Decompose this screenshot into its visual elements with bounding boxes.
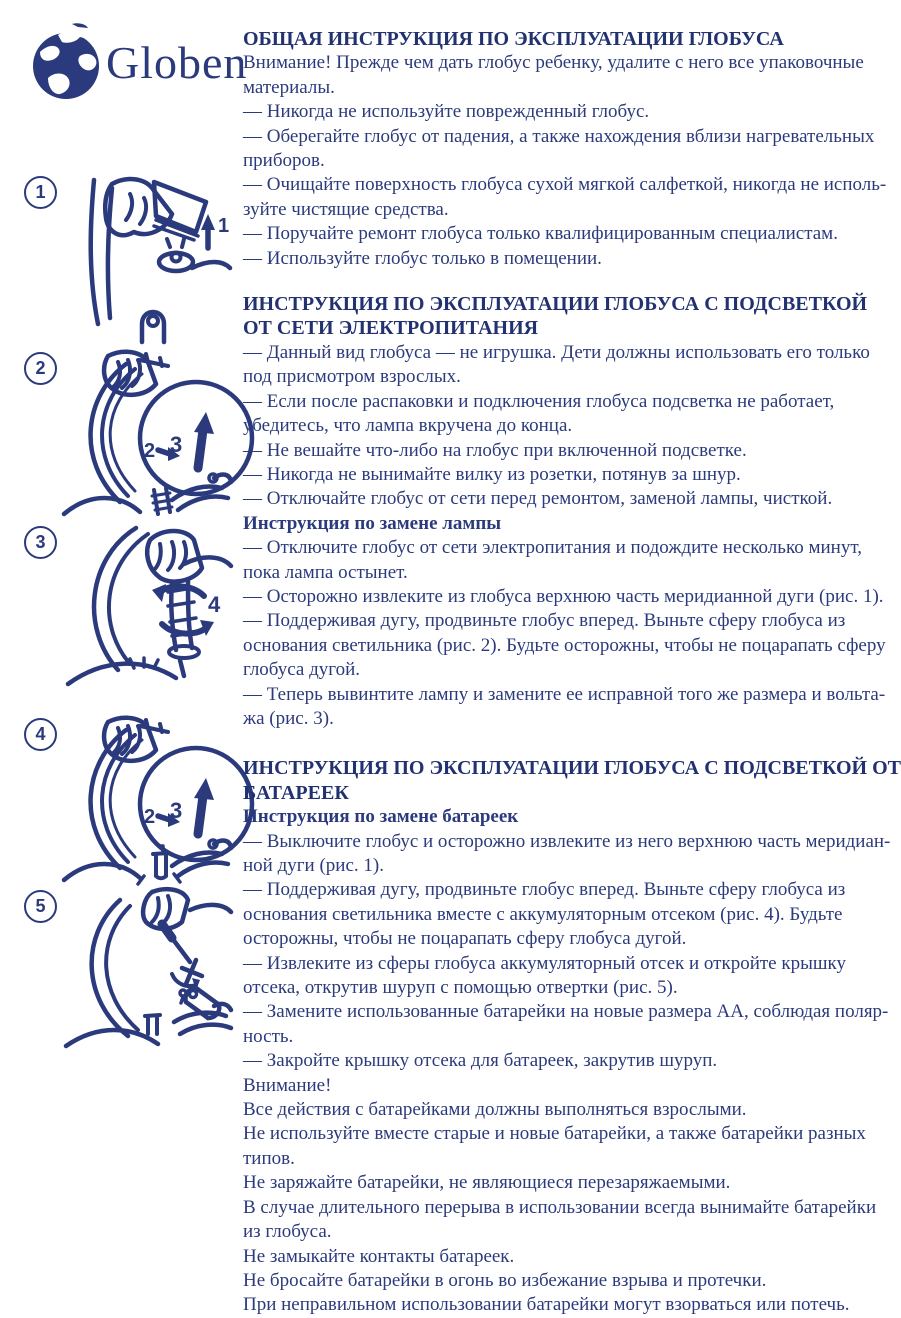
text-line: — Поддерживая дугу, продвиньте глобус вперед. Выньте сферу глобуса из (243, 879, 846, 901)
figure-5 (22, 888, 234, 1060)
figure-4-callout-3: 3 (170, 798, 183, 823)
figure-3-number: 3 (24, 526, 57, 559)
text-line: — Не вешайте что-либо на глобус при включенной подсветке. (243, 439, 747, 461)
figure-4-callout-2: 2 (144, 806, 156, 828)
section-2 (243, 292, 898, 731)
figure-2-callout-2: 2 (144, 440, 156, 462)
paragraph (243, 585, 898, 609)
paragraph (243, 222, 898, 246)
text-line: материалы. (243, 76, 335, 98)
paragraph (243, 1098, 898, 1122)
text-line: — Данный вид глобуса — не игрушка. Дети должны использовать его только (243, 341, 870, 363)
paragraph (243, 1245, 898, 1269)
figure-5-number: 5 (24, 890, 57, 923)
text-line: — Поручайте ремонт глобуса только квалифицированным специалистам. (243, 223, 838, 245)
subheading (243, 512, 898, 536)
text-line: основания светильника вместе с аккумуляторным отсеком (рис. 4). Будьте (243, 903, 843, 925)
figure-3-illustration (56, 524, 232, 696)
text-line: — Поддерживая дугу, продвиньте глобус вперед. Выньте сферу глобуса из (243, 610, 846, 632)
figure-4 (22, 716, 234, 888)
text-line: Инструкция по замене лампы (243, 512, 502, 534)
text-line: Не бросайте батарейки в огонь во избежание взрыва и протечки. (243, 1269, 767, 1291)
figure-1-number: 1 (24, 176, 57, 209)
text-line: Не замыкайте контакты батареек. (243, 1245, 515, 1267)
text-line: — Оберегайте глобус от падения, а также нахождения вблизи нагревательных (243, 125, 875, 147)
figure-1-illustration (56, 174, 232, 346)
section-2-title (243, 292, 898, 341)
paragraph (243, 341, 898, 390)
paragraph (243, 247, 898, 271)
title-line: ОБЩАЯ ИНСТРУКЦИЯ ПО ЭКСПЛУАТАЦИИ ГЛОБУСА (243, 28, 784, 50)
section-3-title (243, 756, 901, 805)
text-line: — Никогда не вынимайте вилку из розетки, потянув за шнур. (243, 463, 741, 485)
section-1 (243, 27, 898, 271)
figure-3 (22, 524, 234, 696)
text-line: из глобуса. (243, 1221, 332, 1243)
paragraph (243, 609, 898, 682)
section-1-title (243, 27, 898, 51)
paragraph (243, 1074, 898, 1098)
paragraph (243, 683, 898, 732)
figure-4-illustration (56, 716, 232, 888)
paragraph (243, 487, 898, 511)
paragraph (243, 1122, 898, 1171)
text-line: — Выключите глобус и осторожно извлеките из него верхнюю часть меридиан- (243, 830, 891, 852)
paragraph (243, 830, 898, 879)
subheading (243, 805, 898, 829)
text-line: — Извлеките из сферы глобуса аккумуляторный отсек и откройте крышку (243, 952, 846, 974)
paragraph (243, 439, 898, 463)
text-line: типов. (243, 1147, 295, 1169)
figure-2-callout-3: 3 (170, 432, 183, 457)
text-line: Инструкция по замене батареек (243, 806, 519, 828)
text-line: При неправильном использовании батарейки могут взорваться или потечь. (243, 1294, 850, 1316)
text-line: Внимание! (243, 1074, 332, 1096)
paragraph (243, 1049, 898, 1073)
text-line: под присмотром взрослых. (243, 366, 461, 388)
text-line: — Отключайте глобус от сети перед ремонтом, заменой лампы, чисткой. (243, 488, 833, 510)
text-line: В случае длительного перерыва в использовании всегда вынимайте батарейки (243, 1196, 877, 1218)
text-line: приборов. (243, 150, 325, 172)
figure-2-illustration (56, 350, 232, 522)
title-line: БАТАРЕЕК (243, 781, 349, 804)
text-line: Не заряжайте батарейки, не являющиеся перезаряжаемыми. (243, 1172, 731, 1194)
text-line: Все действия с батарейками должны выполняться взрослыми. (243, 1099, 747, 1121)
text-line: — Никогда не используйте поврежденный глобус. (243, 101, 650, 123)
paragraph (243, 1171, 898, 1195)
text-line: — Очищайте поверхность глобуса сухой мягкой салфеткой, никогда не исполь- (243, 174, 887, 196)
text-line: ной дуги (рис. 1). (243, 855, 384, 876)
title-line: ИНСТРУКЦИЯ ПО ЭКСПЛУАТАЦИИ ГЛОБУСА С ПОДСВЕТКОЙ ОТ (243, 757, 901, 780)
paragraph (243, 952, 898, 1001)
text-line: жа (рис. 3). (243, 707, 334, 729)
paragraph (243, 100, 898, 124)
figure-4-number: 4 (24, 718, 57, 751)
figure-3-callout: 4 (208, 592, 221, 617)
figure-2 (22, 350, 234, 522)
paragraph (243, 51, 898, 100)
text-line: основания светильника (рис. 2). Будьте осторожны, чтобы не поцарапать сферу (243, 634, 886, 656)
figure-2-number: 2 (24, 352, 57, 385)
figure-5-illustration (56, 888, 232, 1060)
text-line: — Осторожно извлеките из глобуса верхнюю часть меридианной дуги (рис. 1). (243, 585, 884, 607)
text-line: зуйте чистящие средства. (243, 198, 449, 220)
logo-text: Globen (106, 37, 248, 88)
text-line: ность. (243, 1025, 294, 1047)
text-line: Внимание! Прежде чем дать глобус ребенку, удалите с него все упаковочные (243, 52, 864, 74)
text-line: — Замените использованные батарейки на новые размера АА, соблюдая поляр- (243, 1001, 889, 1023)
paragraph (243, 125, 898, 174)
figure-1-callout: 1 (218, 215, 230, 237)
illustration-column (0, 0, 248, 1200)
paragraph (243, 536, 898, 585)
globe-icon (28, 22, 110, 104)
paragraph (243, 878, 898, 951)
text-line: убедитесь, что лампа вкручена до конца. (243, 415, 573, 437)
text-line: — Если после распаковки и подключения глобуса подсветка не работает, (243, 390, 835, 412)
paragraph (243, 463, 898, 487)
paragraph (243, 1293, 898, 1317)
paragraph (243, 1000, 898, 1049)
text-column (243, 27, 901, 1318)
title-line: ОТ СЕТИ ЭЛЕКТРОПИТАНИЯ (243, 317, 539, 340)
section-3 (243, 756, 901, 1317)
text-line: — Отключите глобус от сети электропитания и подождите несколько минут, (243, 537, 862, 559)
text-line: пока лампа остынет. (243, 561, 408, 583)
paragraph (243, 1269, 898, 1293)
text-line: отсека, открутив шуруп с помощью отвертки (рис. 5). (243, 977, 678, 999)
text-line: — Закройте крышку отсека для батареек, закрутив шуруп. (243, 1050, 718, 1072)
text-line: — Теперь вывинтите лампу и замените ее исправной того же размера и вольта- (243, 683, 886, 705)
paragraph (243, 1196, 898, 1245)
text-line: глобуса дугой. (243, 659, 361, 681)
title-line: ИНСТРУКЦИЯ ПО ЭКСПЛУАТАЦИИ ГЛОБУСА С ПОДСВЕТКОЙ (243, 293, 868, 316)
figure-1 (22, 174, 234, 346)
globen-logo (28, 22, 247, 104)
text-line: осторожны, чтобы не поцарапать сферу глобуса дугой. (243, 928, 687, 950)
text-line: — Используйте глобус только в помещении. (243, 247, 602, 269)
paragraph (243, 173, 898, 222)
text-line: Не используйте вместе старые и новые батарейки, а также батарейки разных (243, 1123, 866, 1145)
paragraph (243, 390, 898, 439)
